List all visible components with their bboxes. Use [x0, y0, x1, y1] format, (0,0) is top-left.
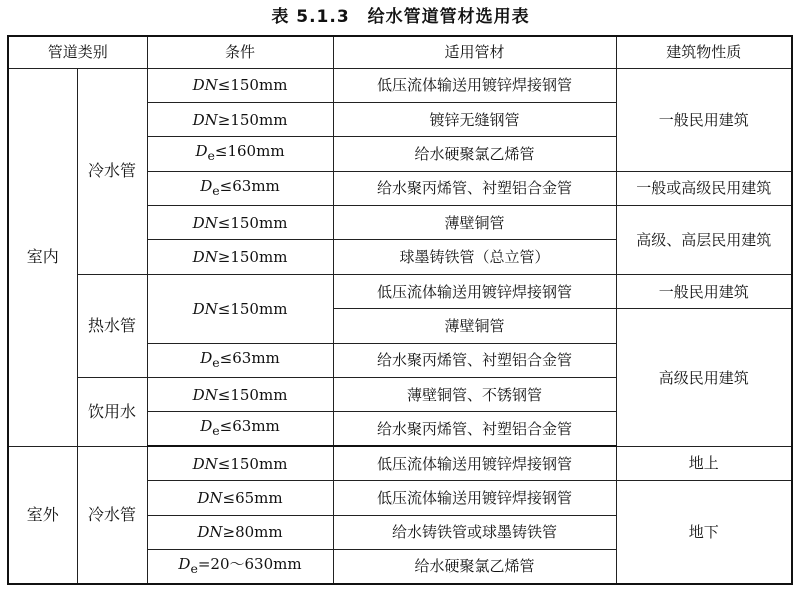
material-cell: 镀锌无缝钢管 — [333, 102, 616, 136]
condition-cell: $D_e=20\sim 630mm$ — [147, 549, 333, 583]
group-cold-water-outdoor: 冷水管 — [77, 446, 147, 584]
condition-cell: DN≤150mm — [147, 206, 333, 240]
material-cell: 薄壁铜管、不锈钢管 — [333, 378, 616, 412]
header-row — [8, 36, 792, 68]
building-cell: 地上 — [616, 446, 792, 480]
material-cell: 给水硬聚氯乙烯管 — [333, 137, 616, 171]
material-cell: 给水铸铁管或球墨铸铁管 — [333, 515, 616, 549]
table-row — [8, 68, 792, 102]
group-cold-water: 冷水管 — [77, 68, 147, 274]
material-cell: 给水聚丙烯管、衬塑铝合金管 — [333, 412, 616, 446]
header-condition: 条件 — [147, 36, 333, 68]
material-cell: 低压流体输送用镀锌焊接钢管 — [333, 274, 616, 308]
condition-cell: $D_e\le 160mm$ — [147, 137, 333, 171]
building-cell: 一般民用建筑 — [616, 68, 792, 171]
group-outdoor: 室外 — [8, 446, 77, 584]
condition-cell: DN≤150mm — [147, 378, 333, 412]
building-cell: 高级民用建筑 — [616, 309, 792, 447]
condition-cell: DN≥80mm — [147, 515, 333, 549]
building-cell: 一般民用建筑 — [616, 274, 792, 308]
pipe-material-table — [7, 35, 793, 585]
condition-cell: DN≤150mm — [147, 68, 333, 102]
group-hot-water: 热水管 — [77, 274, 147, 377]
material-cell: 低压流体输送用镀锌焊接钢管 — [333, 481, 616, 515]
table-title: 表 5.1.3 给水管道管材选用表 — [271, 7, 530, 27]
material-cell: 薄壁铜管 — [333, 309, 616, 343]
material-cell: 给水聚丙烯管、衬塑铝合金管 — [333, 343, 616, 377]
condition-cell: DN≤150mm — [147, 274, 333, 343]
material-cell: 低压流体输送用镀锌焊接钢管 — [333, 68, 616, 102]
material-cell: 球墨铸铁管（总立管） — [333, 240, 616, 274]
condition-cell: DN≤65mm — [147, 481, 333, 515]
condition-cell: $D_e\le 63mm$ — [147, 343, 333, 377]
table-row — [8, 446, 792, 480]
material-cell: 给水聚丙烯管、衬塑铝合金管 — [333, 171, 616, 205]
group-drinking-water: 饮用水 — [77, 378, 147, 447]
header-building: 建筑物性质 — [616, 36, 792, 68]
material-cell: 给水硬聚氯乙烯管 — [333, 549, 616, 583]
condition-cell: $D_e\le 63mm$ — [147, 412, 333, 446]
group-indoor: 室内 — [8, 68, 77, 446]
condition-cell: $D_e\le 63mm$ — [147, 171, 333, 205]
material-cell: 薄壁铜管 — [333, 206, 616, 240]
building-cell: 地下 — [616, 481, 792, 584]
condition-cell: DN≥150mm — [147, 240, 333, 274]
table-row — [8, 274, 792, 308]
building-cell: 一般或高级民用建筑 — [616, 171, 792, 205]
material-cell: 低压流体输送用镀锌焊接钢管 — [333, 446, 616, 480]
header-material: 适用管材 — [333, 36, 616, 68]
condition-cell: DN≤150mm — [147, 446, 333, 480]
header-category: 管道类别 — [8, 36, 147, 68]
building-cell: 高级、高层民用建筑 — [616, 206, 792, 275]
condition-cell: DN≥150mm — [147, 102, 333, 136]
